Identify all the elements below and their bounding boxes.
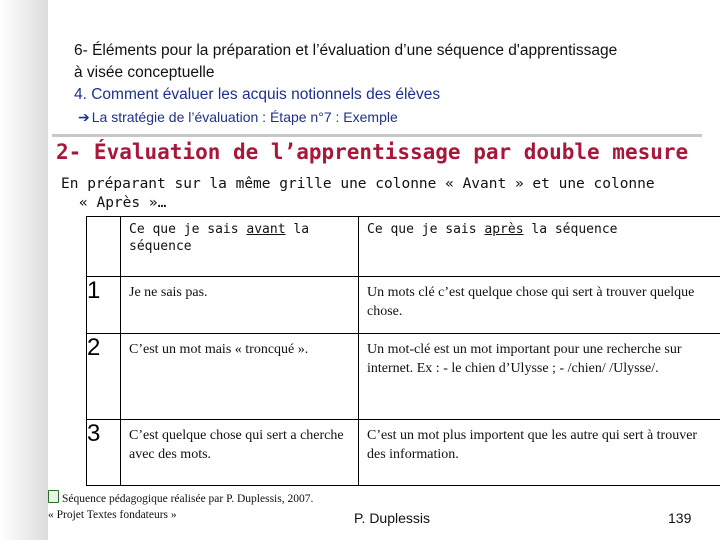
cell-apres-text: Un mots clé c’est quelque chose qui sert à trouver quelque chose. (367, 285, 695, 319)
header-apres-underlined: après (484, 222, 524, 237)
cell-avant-text: Je ne sais pas. (129, 285, 208, 300)
intro-line-1: En préparant sur la même grille une colonne « Avant » et une colonne (61, 176, 655, 192)
header-subline (78, 106, 714, 128)
row-number: 1 (87, 277, 121, 334)
row-number: 3 (87, 420, 121, 486)
cell-avant-text: C’est quelque chose qui sert a cherche avec des mots. (129, 428, 344, 462)
author-footer: P. Duplessis (354, 510, 431, 526)
slide-left-gradient-bar (0, 0, 48, 540)
cell-avant (121, 277, 359, 334)
footnote-line-2: « Projet Textes fondateurs » (48, 509, 177, 521)
cell-apres (359, 334, 720, 420)
cell-apres (359, 420, 720, 486)
arrow-right-icon: ➔ (78, 109, 90, 125)
header-cell-apres (359, 217, 720, 277)
header-avant-underlined: avant (246, 222, 286, 237)
header-subline-text: La stratégie de l’évaluation : Étape n°7 : Exemple (91, 109, 398, 125)
cell-apres-text: C’est un mot plus importent que les autre qui sert à trouver des information. (367, 428, 698, 462)
header-apres-post: la séquence (523, 222, 618, 237)
header-line-3: 4. Comment évaluer les acquis notionnels des élèves (74, 86, 441, 103)
note-icon (48, 490, 59, 503)
cell-apres-text: Un mot-clé est un mot important pour une recherche sur internet. Ex : - le chien d’Ulysse ; - /chien/ /Ulysse/. (367, 342, 682, 376)
header-line-1: 6- Éléments pour la préparation et l’évaluation d’une séquence d'apprentissage (74, 42, 618, 59)
section-title: 2- Évaluation de l’apprentissage par double mesure (56, 140, 689, 164)
footnote-line-1 (48, 490, 313, 507)
table-row (87, 334, 720, 420)
header-cell-number (87, 217, 121, 277)
slide-header (74, 40, 714, 128)
header-avant-pre: Ce que je sais (129, 222, 247, 237)
table-header-row (87, 217, 720, 277)
header-line-2: à visée conceptuelle (74, 64, 215, 81)
source-footnote (48, 490, 313, 523)
header-apres-pre: Ce que je sais (367, 222, 485, 237)
evaluation-grid (86, 216, 720, 486)
cell-avant (121, 334, 359, 420)
header-cell-avant (121, 217, 359, 277)
page-number: 139 (668, 510, 692, 526)
table-row (87, 420, 720, 486)
header-avant-post: la séquence (129, 222, 310, 254)
cell-avant (121, 420, 359, 486)
intro-text (61, 175, 691, 213)
table-row (87, 277, 720, 334)
header-divider (52, 134, 702, 137)
footnote-text-1: Séquence pédagogique réalisée par P. Duplessis, 2007. (62, 493, 314, 505)
row-number: 2 (87, 334, 121, 420)
cell-apres (359, 277, 720, 334)
intro-line-2: « Après »… (79, 195, 167, 211)
cell-avant-text: C’est un mot mais « troncqué ». (129, 342, 309, 357)
